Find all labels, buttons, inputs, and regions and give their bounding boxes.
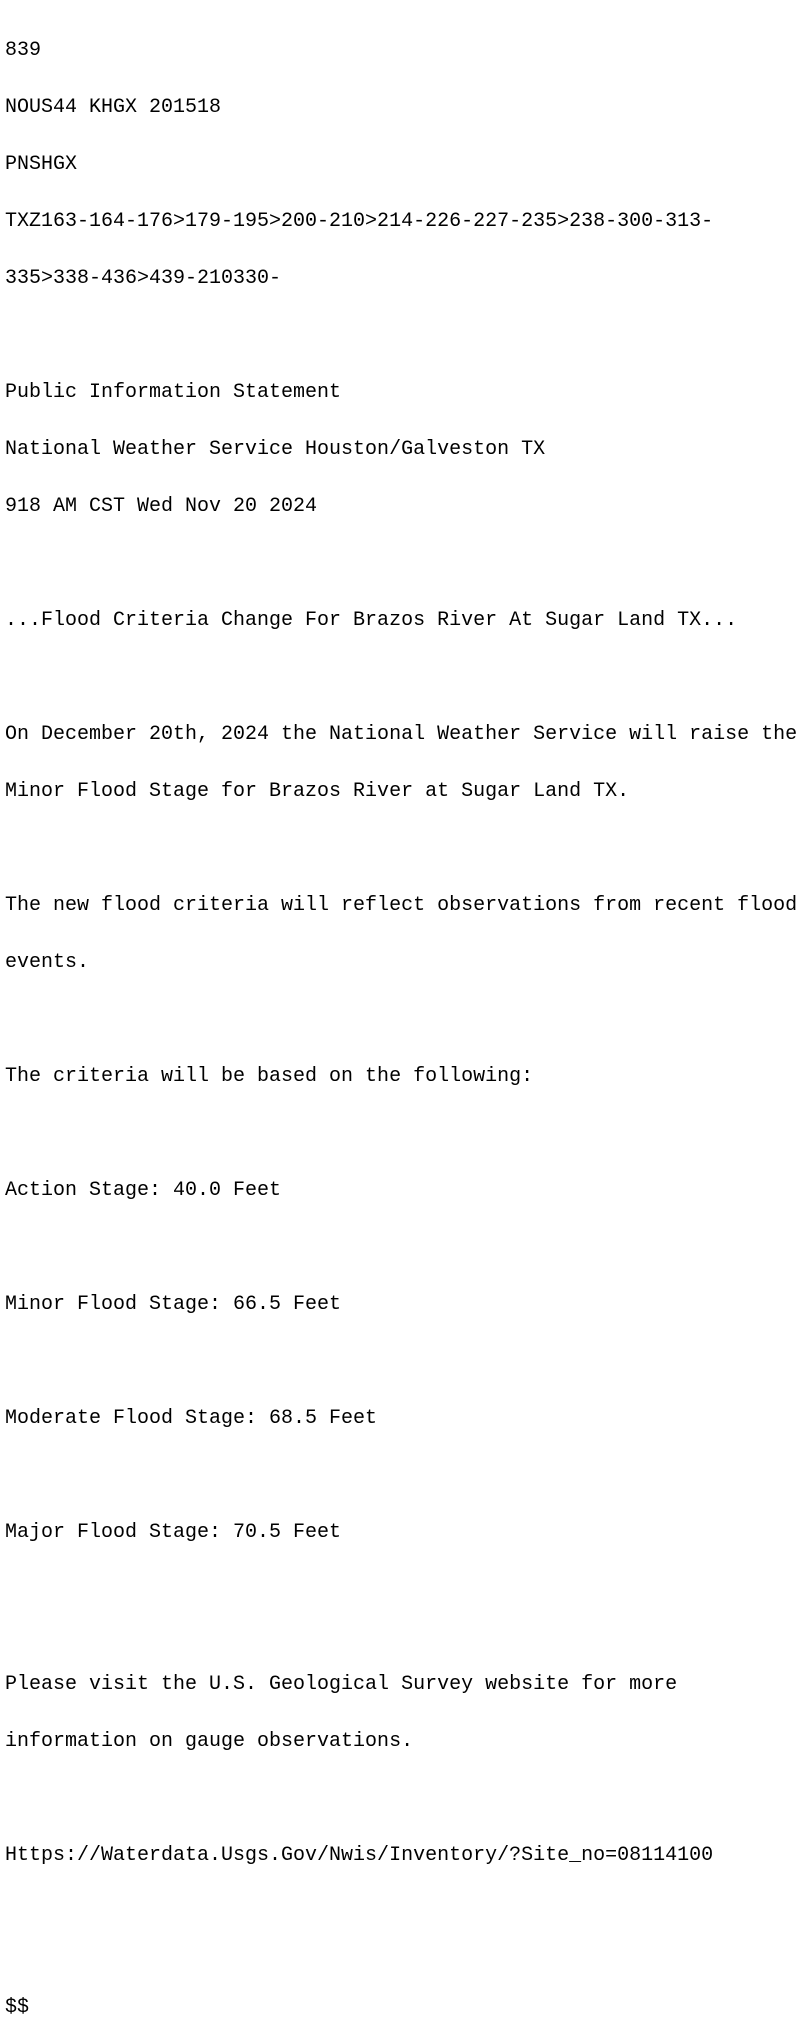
paragraph-3: The criteria will be based on the following: (5, 1065, 534, 1088)
blank-line (5, 326, 797, 345)
paragraph-2-line-1: The new flood criteria will reflect observations from recent flood (5, 894, 798, 917)
headline: ...Flood Criteria Change For Brazos River At Sugar Land TX... (5, 609, 738, 632)
issuing-office: National Weather Service Houston/Galveston TX (5, 438, 546, 461)
usgs-gauge-link[interactable]: Https://Waterdata.Usgs.Gov/Nwis/Inventory/?Site_no=08114100 (5, 1844, 714, 1867)
zone-codes-line-1: TXZ163-164-176>179-195>200-210>214-226-227-235>238-300-313- (5, 210, 714, 233)
blank-lines (5, 1903, 797, 1960)
end-of-product-marker: $$ (5, 1996, 30, 2019)
visit-line-2: information on gauge observations. (5, 1730, 414, 1753)
blank-line (5, 668, 797, 687)
issue-time: 918 AM CST Wed Nov 20 2024 (5, 495, 318, 518)
minor-flood-stage: Minor Flood Stage: 66.5 Feet (5, 1293, 342, 1316)
blank-line (5, 1352, 797, 1371)
wmo-heading: NOUS44 KHGX 201518 (5, 96, 222, 119)
blank-line (5, 1010, 797, 1029)
sequence-number: 839 (5, 39, 42, 62)
product-text (5, 3, 797, 2036)
blank-line (5, 839, 797, 858)
statement-title: Public Information Statement (5, 381, 342, 404)
moderate-flood-stage: Moderate Flood Stage: 68.5 Feet (5, 1407, 378, 1430)
visit-line-1: Please visit the U.S. Geological Survey website for more (5, 1673, 678, 1696)
major-flood-stage: Major Flood Stage: 70.5 Feet (5, 1521, 342, 1544)
paragraph-1-line-2: Minor Flood Stage for Brazos River at Sugar Land TX. (5, 780, 630, 803)
action-stage: Action Stage: 40.0 Feet (5, 1179, 282, 1202)
blank-line (5, 554, 797, 573)
awips-id: PNSHGX (5, 153, 78, 176)
paragraph-1-line-1: On December 20th, 2024 the National Weather Service will raise the (5, 723, 798, 746)
blank-line (5, 1789, 797, 1808)
blank-line (5, 1238, 797, 1257)
paragraph-2-line-2: events. (5, 951, 90, 974)
blank-lines (5, 1580, 797, 1637)
zone-codes-line-2: 335>338-436>439-210330- (5, 267, 282, 290)
blank-line (5, 1124, 797, 1143)
blank-line (5, 1466, 797, 1485)
